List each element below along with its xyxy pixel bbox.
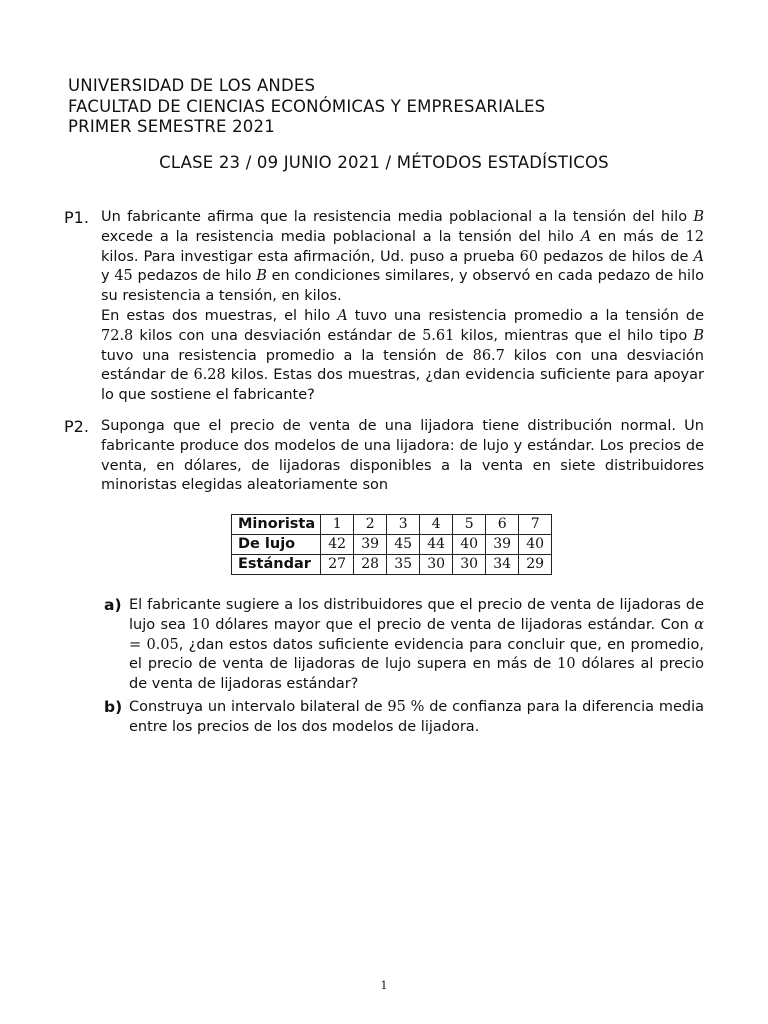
- table-cell: 30: [453, 555, 486, 575]
- table-cell: 4: [420, 515, 453, 535]
- text-span: y: [101, 268, 115, 285]
- math-number: 95: [387, 699, 406, 715]
- text-span: en condiciones similares, y observó en cada pedazo de hilo su resistencia a tensión, en kilos.: [101, 268, 704, 305]
- text-span: , ¿dan estos datos suficiente evidencia para concluir que, en promedio, el precio de venta de lijadoras de lujo supera en más de: [129, 636, 705, 673]
- table-cell: 34: [486, 555, 519, 575]
- text-span: kilos, mientras que el hilo tipo: [454, 327, 694, 344]
- math-number: 5.61: [422, 327, 455, 344]
- math-operator: =: [129, 636, 147, 653]
- class-title: CLASE 23 / 09 JUNIO 2021 / MÉTODOS ESTADÍSTICOS: [159, 153, 609, 172]
- item-a: [104, 596, 704, 695]
- problem-2-label: P2.: [64, 417, 89, 436]
- math-var: B: [693, 209, 704, 225]
- math-var: A: [580, 228, 592, 245]
- item-b: [104, 698, 704, 738]
- table-cell: 28: [354, 555, 387, 575]
- price-table: [231, 514, 552, 575]
- text-span: pedazos de hilo: [132, 268, 257, 285]
- text-span: kilos. Para investigar esta afirmación, Ud. puso a prueba: [101, 248, 520, 265]
- text-span: kilos con una desviación estándar de: [101, 347, 704, 384]
- item-b-body: [129, 698, 704, 738]
- table-row: [232, 555, 552, 575]
- table-row: [232, 535, 552, 555]
- problem-1-label: P1.: [64, 208, 89, 227]
- item-a-label: a): [104, 596, 122, 614]
- problem-1-paragraph-2: [101, 307, 704, 406]
- table-cell: 3: [387, 515, 420, 535]
- table-cell: 39: [486, 535, 519, 555]
- problem-1-paragraph-1: [101, 208, 704, 307]
- page-number: 1: [380, 979, 388, 992]
- text-span: tuvo una resistencia promedio a la tensión de: [347, 307, 704, 324]
- math-number: 6.28: [193, 367, 226, 384]
- table-cell: 42: [321, 535, 354, 555]
- text-span: dólares al precio de venta de lijadoras estándar?: [129, 656, 704, 693]
- math-number: 86.7: [472, 347, 505, 364]
- math-number: 60: [519, 248, 539, 265]
- text-span: en más de: [591, 228, 686, 245]
- faculty-name: FACULTAD DE CIENCIAS ECONÓMICAS Y EMPRESARIALES: [68, 96, 546, 116]
- table-cell: 27: [321, 555, 354, 575]
- math-number: 12: [685, 228, 704, 245]
- item-b-label: b): [104, 698, 123, 716]
- table-cell: 35: [387, 555, 420, 575]
- table-cell: 7: [519, 515, 552, 535]
- table-cell: 40: [453, 535, 486, 555]
- table-row: [232, 515, 552, 535]
- problem-1: [64, 208, 704, 406]
- university-name: UNIVERSIDAD DE LOS ANDES: [68, 76, 316, 95]
- problem-2-body: [101, 417, 704, 496]
- row-header: Minorista: [232, 515, 321, 535]
- math-var: α: [694, 616, 704, 633]
- math-var: A: [693, 248, 704, 265]
- text-span: El fabricante sugiere a los distribuidores que el precio de venta de lijadoras de lujo sea: [129, 597, 704, 633]
- text-span: En estas dos muestras, el hilo: [101, 307, 338, 324]
- text-span: de confianza para la diferencia media entre los precios de los dos modelos de lijadora.: [129, 699, 705, 735]
- math-var: B: [693, 327, 704, 344]
- semester: PRIMER SEMESTRE 2021: [68, 117, 275, 136]
- table-cell: 6: [486, 515, 519, 535]
- problem-2: [64, 417, 704, 496]
- table-cell: 1: [321, 515, 354, 535]
- document-header: [68, 76, 545, 138]
- math-number: 72.8: [101, 327, 134, 344]
- table-cell: 2: [354, 515, 387, 535]
- table-cell: 44: [420, 535, 453, 555]
- problem-1-body: [101, 208, 704, 406]
- math-number: 10: [557, 656, 576, 673]
- table-cell: 30: [420, 555, 453, 575]
- table-cell: 45: [387, 535, 420, 555]
- item-a-body: [129, 596, 704, 695]
- table-cell: 5: [453, 515, 486, 535]
- table-cell: 39: [354, 535, 387, 555]
- text-span: tuvo una resistencia promedio a la tensión de: [101, 347, 473, 364]
- problem-2-text: Suponga que el precio de venta de una lijadora tiene distribución normal. Un fabricante produce dos modelos de una lijadora: de lujo y estándar. Los precios de venta, en dólares, de lijadoras disponibles a la venta en siete distribuidores minoristas elegidas aleatoriamente son: [101, 418, 704, 494]
- math-number: 45: [114, 268, 133, 285]
- text-span: excede a la resistencia media poblacional a la tensión del hilo: [101, 228, 581, 245]
- math-number: 10: [191, 616, 210, 633]
- row-header: De lujo: [232, 535, 321, 555]
- math-var: B: [256, 268, 267, 285]
- text-span: dólares mayor que el precio de venta de lijadoras estándar. Con: [209, 616, 695, 633]
- math-number: 0.05: [146, 636, 179, 653]
- text-span: pedazos de hilos de: [538, 248, 694, 265]
- text-span: Construya un intervalo bilateral de: [129, 699, 388, 715]
- row-header: Estándar: [232, 555, 321, 575]
- text-span: kilos con una desviación estándar de: [133, 327, 423, 344]
- text-span: Un fabricante afirma que la resistencia media poblacional a la tensión del hilo: [101, 209, 694, 225]
- table-cell: 29: [519, 555, 552, 575]
- table-cell: 40: [519, 535, 552, 555]
- text-span: kilos. Estas dos muestras, ¿dan evidencia suficiente para apoyar lo que sostiene el fabricante?: [101, 367, 704, 404]
- math-var: A: [337, 307, 348, 324]
- math-percent: %: [405, 699, 425, 715]
